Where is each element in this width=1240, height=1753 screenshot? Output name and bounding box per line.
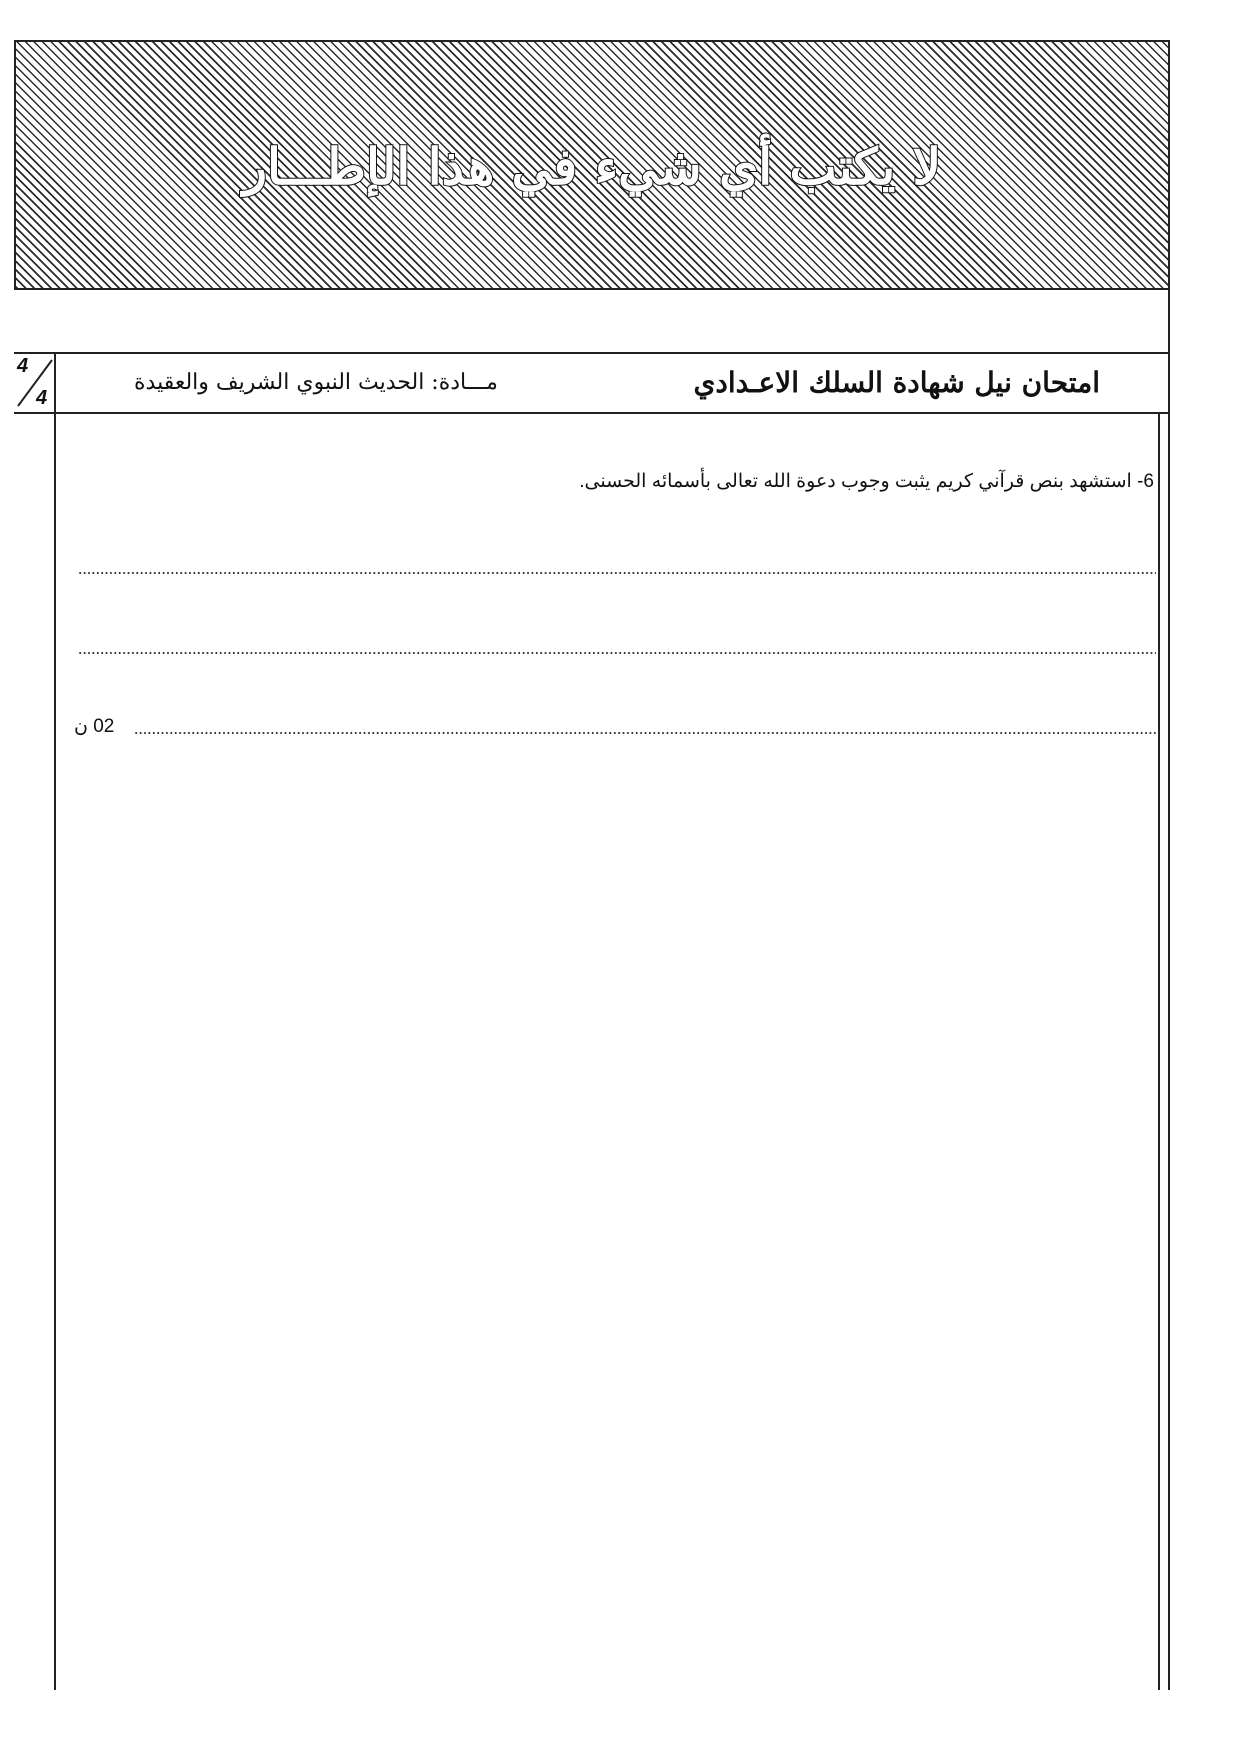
answer-line[interactable] (78, 572, 1156, 574)
banner-text: لا يكتب أي شيء في هذا الإطـــار (242, 137, 942, 196)
frame-left-border (54, 352, 56, 1690)
header-top-border (14, 352, 1170, 354)
page-number-box (14, 354, 54, 412)
exam-subject: مـــادة: الحديث النبوي الشريف والعقيدة (134, 370, 498, 395)
frame-right-border (1168, 40, 1170, 1690)
answer-line[interactable] (134, 732, 1156, 734)
exam-title: امتحان نيل شهادة السلك الاعـدادي (693, 366, 1100, 399)
answer-line[interactable] (78, 652, 1156, 654)
question-score: 02 ن (74, 716, 115, 737)
header-bottom-border (14, 412, 1170, 414)
frame-inner-right-border (1158, 412, 1160, 1690)
do-not-write-banner (14, 40, 1170, 290)
question-text: 6- استشهد بنص قرآني كريم يثبت وجوب دعوة الله تعالى بأسمائه الحسنى. (579, 471, 1154, 492)
page-number-total: 4 (36, 387, 48, 409)
page-number-current: 4 (17, 355, 29, 377)
